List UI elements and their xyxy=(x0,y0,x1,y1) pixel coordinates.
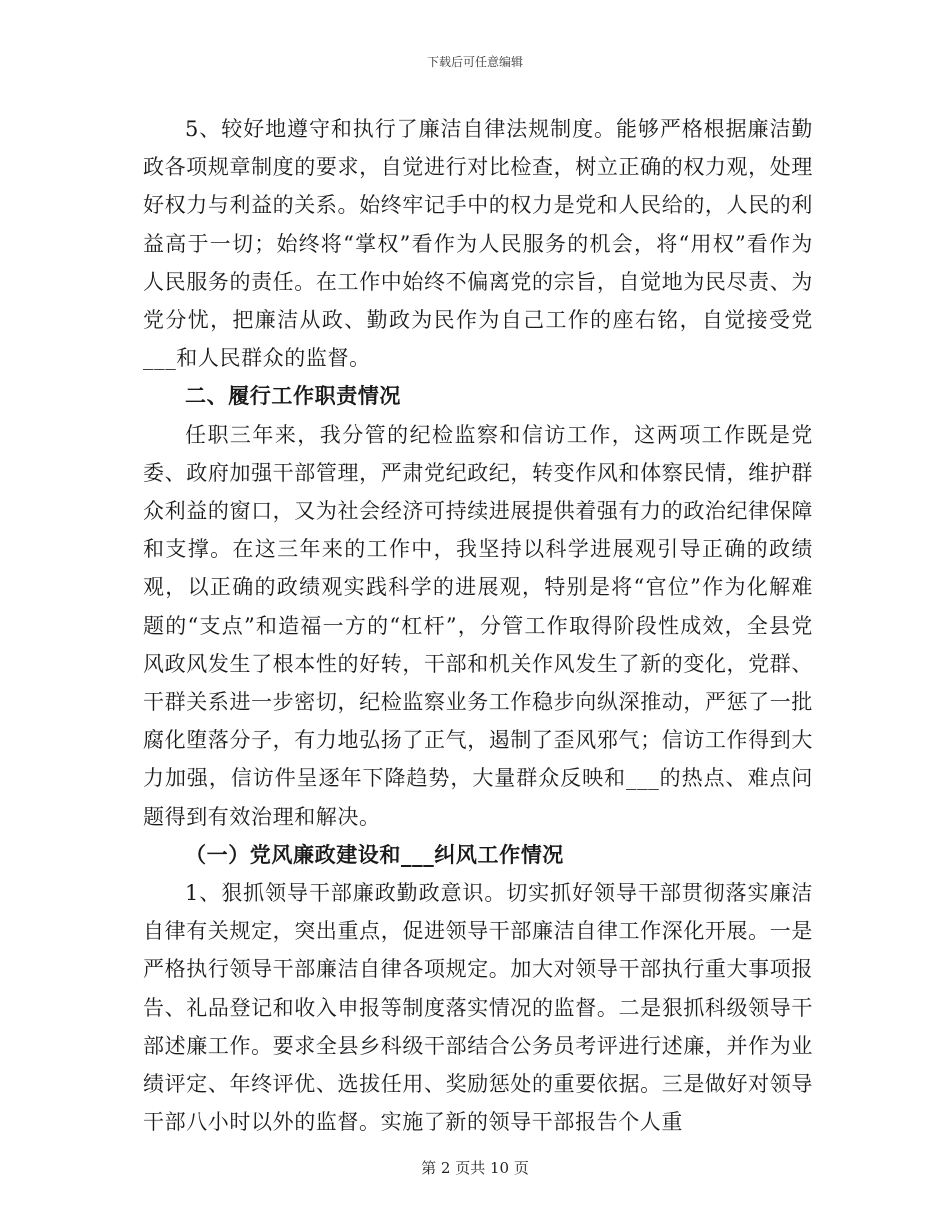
page-number-footer: 第 2 页共 10 页 xyxy=(421,1159,529,1177)
paragraph-duties-overview: 任职三年来，我分管的纪检监察和信访工作，这两项工作既是党委、政府加强干部管理，严肃党纪政纪，转变作风和体察民情，维护群众利益的窗口，又为社会经济可持续进展提供着强有力的政治纪律保障和支撑。在这三年来的工作中，我坚持以科学进展观引导正确的政绩观，以正确的政绩观实践科学的进展观，特别是将“官位”作为化解难题的“支点”和造福一方的“杠杆”，分管工作取得阶段性成效，全县党风政风发生了根本性的好转，干部和机关作风发生了新的变化，党群、干群关系进一步密切，纪检监察业务工作稳步向纵深推动，严惩了一批腐化堕落分子，有力地弘扬了正气，遏制了歪风邪气；信访工作得到大力加强，信访件呈逐年下降趋势，大量群众反映和___的热点、难点问题得到有效治理和解决。 xyxy=(143,422,813,829)
paragraph-discipline-rules: 5、较好地遵守和执行了廉洁自律法规制度。能够严格根据廉洁勤政各项规章制度的要求，自觉进行对比检查，树立正确的权力观，处理好权力与利益的关系。始终牢记手中的权力是党和人民给的，人民的利益高于一切；始终将“掌权”看作为人民服务的机会，将“用权”看作为人民服务的责任。在工作中始终不偏离党的宗旨，自觉地为民尽责、为党分忧，把廉洁从政、勤政为民作为自己工作的座右铭，自觉接受党___和人民群众的监督。 xyxy=(143,117,813,371)
page-header: 下载后可任意编辑 xyxy=(426,55,523,69)
document-body xyxy=(143,110,813,1141)
paragraph-integrity-awareness: 1、狠抓领导干部廉政勤政意识。切实抓好领导干部贯彻落实廉洁自律有关规定，突出重点，促进领导干部廉洁自律工作深化开展。一是严格执行领导干部廉洁自律各项规定。加大对领导干部执行重大事项报告、礼品登记和收入申报等制度落实情况的监督。二是狠抓科级领导干部述廉工作。要求全县乡科级干部结合公务员考评进行述廉，并作为业绩评定、年终评优、选拔任用、奖励惩处的重要依据。三是做好对领导干部八小时以外的监督。实施了新的领导干部报告个人重 xyxy=(143,881,813,1135)
section-heading-duties: 二、履行工作职责情况 xyxy=(185,384,401,409)
subsection-heading-integrity: （一）党风廉政建设和___纠风工作情况 xyxy=(185,842,564,867)
